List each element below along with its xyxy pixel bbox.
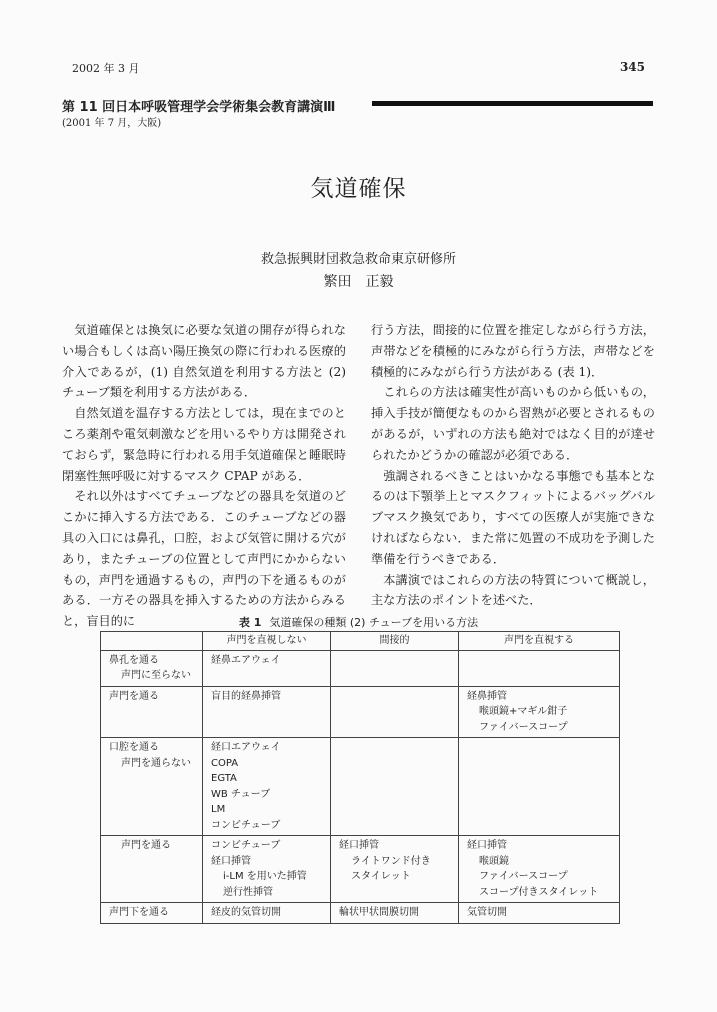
table-cell-line: 逆行性挿管 <box>223 886 273 898</box>
author-name: 繁田 正毅 <box>323 274 394 290</box>
table-header-cell: 声門を直視しない <box>203 632 331 651</box>
body-paragraph: 気道確保とは換気に必要な気道の開存が得られない場合もしくは高い陽圧換気の際に行われる医療的介入であるが，(1) 自然気道を利用する方法と (2) チューブ類を利用する方法がある． <box>62 323 346 400</box>
body-paragraph: 自然気道を温存する方法としては，現在までのところ薬剤や電気刺激などを用いるやり方は開発されておらず，緊急時に行われる用手気道確保と睡眠時閉塞性無呼吸に対するマスク CPAP がある． <box>62 406 346 483</box>
table-cell <box>203 650 331 686</box>
table-caption-text: 気道確保の種類 (2) チューブを用いる方法 <box>269 616 479 629</box>
table-cell <box>459 836 620 903</box>
table-cell <box>331 738 459 836</box>
table-cell <box>459 686 620 738</box>
table-row-label <box>101 836 203 903</box>
table-cell-line: コンビチューブ <box>211 819 281 831</box>
table-row-label <box>101 738 203 836</box>
lecture-series-title: 第 11 回日本呼吸管理学会学術集会教育講演Ⅲ <box>62 100 336 115</box>
airway-methods-table <box>100 631 620 924</box>
table-cell <box>331 836 459 903</box>
table-cell <box>203 738 331 836</box>
table-cell-line: ライトワンド付き <box>351 855 431 867</box>
table-cell-line: 経鼻エアウェイ <box>211 654 281 666</box>
table-header-cell <box>101 632 203 651</box>
table-cell-line: 声門を通らない <box>121 757 191 769</box>
body-paragraph: 本講演ではこれらの方法の特質について概説し，主な方法のポイントを述べた． <box>371 572 655 608</box>
table-cell-line: LM <box>211 804 226 815</box>
table-cell-line: 経口挿管 <box>211 855 251 867</box>
table-row <box>101 738 620 836</box>
table-row <box>101 836 620 903</box>
table-cell-line: 経皮的気管切開 <box>211 907 281 918</box>
table-caption <box>0 614 717 630</box>
table-header-cell: 間接的 <box>331 632 459 651</box>
table-cell-line: 気管切開 <box>467 907 507 918</box>
table-cell <box>459 903 620 924</box>
table-cell-line: 声門を通る <box>121 840 171 851</box>
table-row <box>101 650 620 686</box>
table-cell-line: スタイレット <box>351 871 411 882</box>
table-cell <box>203 903 331 924</box>
table-cell-line: 喉頭鏡 <box>479 855 509 867</box>
table-cell-line: ファイバースコープ <box>479 721 568 733</box>
table-cell <box>459 650 620 686</box>
table-row-label <box>101 686 203 738</box>
table-cell <box>203 686 331 738</box>
running-header-date: 2002 年 3 月 <box>72 62 140 75</box>
table-cell-line: コンビチューブ <box>211 840 281 851</box>
table-cell-line: スコープ付きスタイレット <box>479 886 599 898</box>
body-paragraph: 強調されるべきことはいかなる事態でも基本となるのは下顎挙上とマスクフィットによるバッグバルブマスク換気であり，すべての医療人が実施できなければならない．また常に処置の不成功を予測した準備を行うべきである． <box>371 468 655 566</box>
table-cell-line: 輪状甲状間膜切開 <box>339 907 419 918</box>
table-row-label <box>101 903 203 924</box>
body-paragraph: これらの方法は確実性が高いものから低いもの，挿入手技が簡便なものから習熟が必要とされるものがあるが，いずれの方法も絶対ではなく目的が達せられたかどうかの確認が必須である． <box>371 385 655 462</box>
page-number: 345 <box>619 60 645 74</box>
lecture-series-subtitle: (2001 年 7 月，大阪) <box>62 118 162 129</box>
table-row-label <box>101 650 203 686</box>
table-cell-line: 経口挿管 <box>467 840 507 851</box>
table-cell-line: ファイバースコープ <box>479 871 568 882</box>
body-column-right <box>371 320 655 611</box>
table-cell-line: 声門を通る <box>109 690 159 702</box>
table-cell <box>331 650 459 686</box>
table-cell-line: 経口エアウェイ <box>211 742 281 753</box>
table-cell <box>203 836 331 903</box>
header-rule <box>372 101 653 106</box>
paper-title: 気道確保 <box>310 176 407 202</box>
table-cell-line: 鼻孔を通る <box>109 654 159 666</box>
table-cell-line: 喉頭鏡+マギル鉗子 <box>479 706 568 717</box>
table-cell-line: EGTA <box>211 773 237 784</box>
table-cell-line: 声門下を通る <box>109 907 169 918</box>
table-caption-label: 表 1 <box>238 616 262 629</box>
author-affiliation: 救急振興財団救急救命東京研修所 <box>260 252 456 267</box>
table-cell <box>331 686 459 738</box>
table-cell <box>459 738 620 836</box>
body-paragraph: それ以外はすべてチューブなどの器具を気道のどこかに挿入する方法である．このチューブなどの器具の入口には鼻孔，口腔，および気管に開ける穴があり，またチューブの位置として声門にかからないもの，声門を通過するもの，声門の下を通るものがある．一方その器具を挿入するための方法からみると，盲目的に <box>62 489 346 629</box>
table-row <box>101 903 620 924</box>
body-column-left <box>62 320 346 632</box>
table-header-cell: 声門を直視する <box>459 632 620 651</box>
table-row <box>101 686 620 738</box>
table-cell-line: 経口挿管 <box>339 840 379 851</box>
table-cell-line: i-LM を用いた挿管 <box>223 871 307 882</box>
table-cell-line: WB チューブ <box>211 788 271 800</box>
table-cell-line: COPA <box>211 757 239 769</box>
table-cell-line: 盲目的経鼻挿管 <box>211 690 281 702</box>
table-header-row <box>101 632 620 651</box>
table-cell-line: 経鼻挿管 <box>467 690 507 702</box>
table-cell-line: 口腔を通る <box>109 742 159 753</box>
table-cell-line: 声門に至らない <box>121 670 191 681</box>
table-cell <box>331 903 459 924</box>
body-paragraph: 行う方法，間接的に位置を推定しながら行う方法，声帯などを積極的にみながら行う方法，声帯などを積極的にみながら行う方法がある (表 1)． <box>371 323 655 379</box>
